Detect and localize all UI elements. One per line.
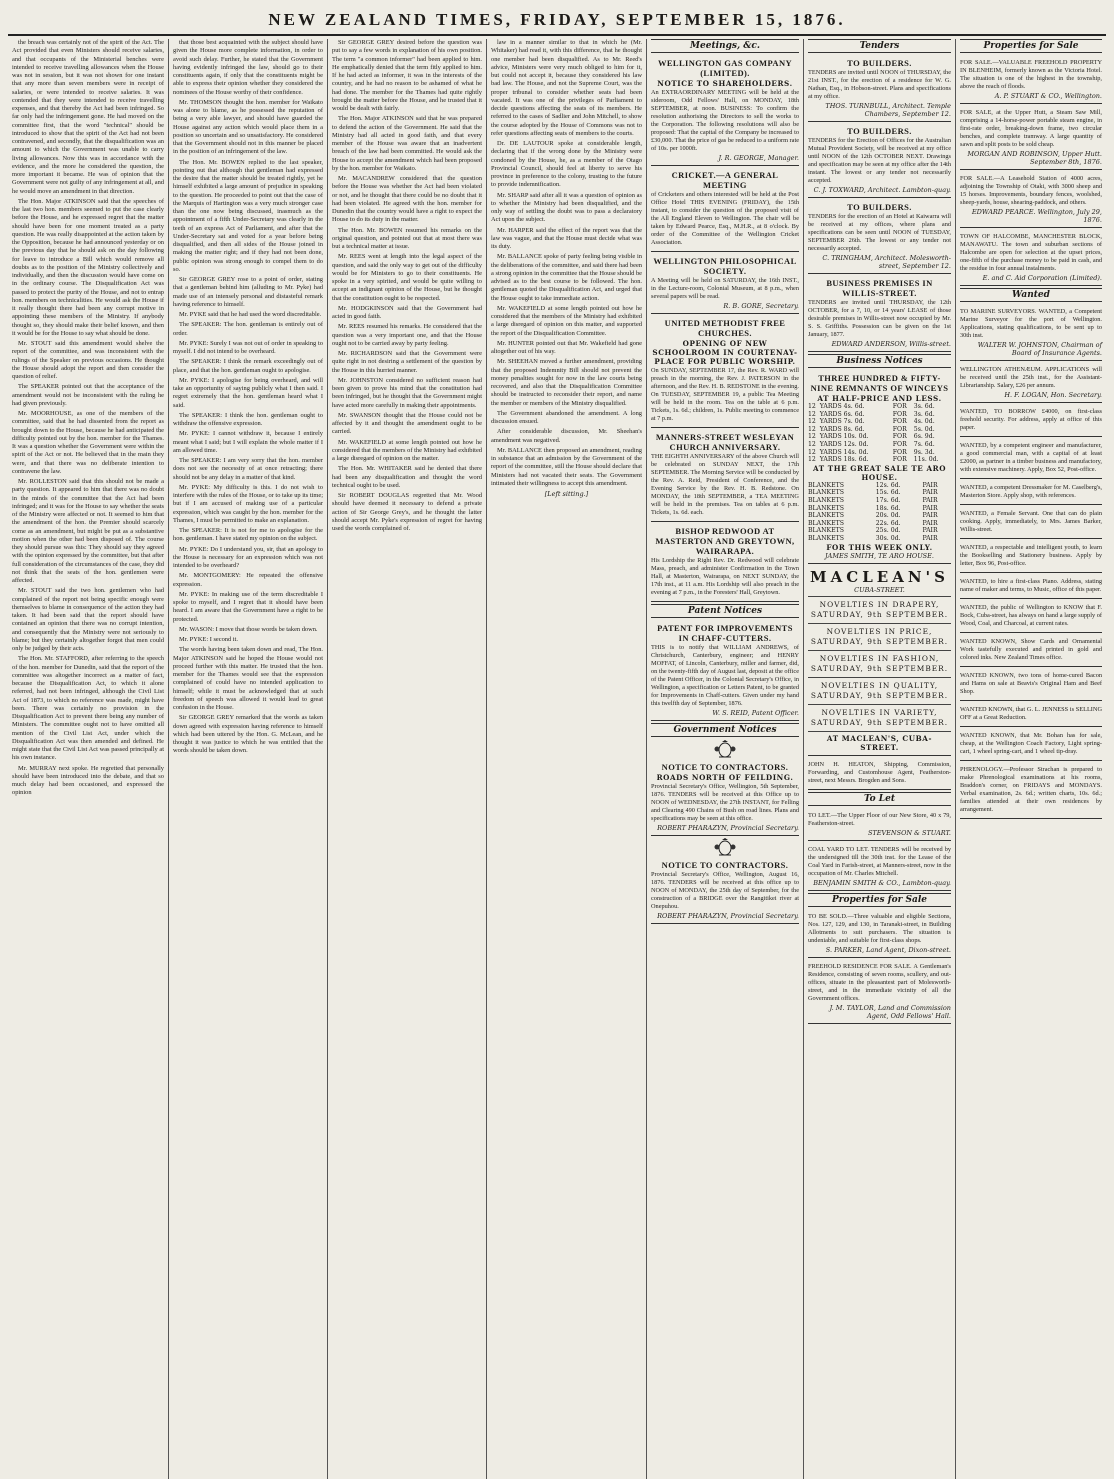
ad-text: TO LET.—The Upper Floor of our New Store, 40 x 79, Featherston-street. [808, 811, 951, 827]
ad-text: WANTED, TO BORROW £4000, on first-class freehold security. For address, apply at office of this paper. [960, 408, 1102, 431]
blanket-table [808, 482, 951, 543]
article-paragraph: The Hon. Mr. BOWEN replied to the last speaker, pointing out that although that gentleman had expressed the desire that the matter should be treated rightly, yet he himself exhibited a large amount of prejudice in speaking to the question. He proceeded to point out that the case of the Marquis of Hartington was a very much stronger case than the one now being discussed, inasmuch as the appointment of a fifth Under-Secretary was clearly in the teeth of an express Act of Parliament, and after that the Under-Secretary sat and voted for a year before being disqualified, and then all sides of the House joined in making the matter right; and if they had not been done, public opinion was strong enough to compel them to do so. [173, 158, 323, 273]
ad-text: FOR SALE.—VALUABLE FREEHOLD PROPERTY IN BLENHEIM, formerly known as the Victoria Hotel. The situation is one of the highest in the township, above the reach of floods. [960, 59, 1102, 90]
novelty-line: NOVELTIES IN DRAPERY, SATURDAY, 9th SEPTEMBER. [810, 599, 949, 619]
table-cell: YARDS 14s. 0d. [819, 448, 869, 456]
ad-text: THE EIGHTH ANNIVERSARY of the above Church will be celebrated on SUNDAY NEXT, the 17th SEPTEMBER. The Morning Service will be conducted by the Rev. A. Reid, President of Conference, and the Evening Service by the Rev. H. B. Redstone. On MONDAY, the 18th SEPTEMBER, a TEA MEETING will be held in the premises. Tea on tables at 6 p.m. Tickets, 1s. 6d. each. [651, 453, 799, 516]
ad-signature: J. M. TAYLOR, Land and Commission Agent, Odd Fellows' Hall. [829, 1003, 951, 1020]
ad-signature: H. F. LOGAN, Hon. Secretary. [1004, 391, 1102, 399]
table-cell: FOR [892, 418, 907, 426]
ad-signature: ROBERT PHARAZYN, Provincial Secretary. [657, 912, 799, 920]
table-cell: BLANKETS [808, 519, 845, 527]
article-paragraph: Mr. HUNTER pointed out that Mr. Wakefield had gone altogether out of his way. [491, 339, 642, 355]
table-cell: PAIR [922, 489, 938, 497]
divider [808, 596, 951, 597]
column-5-meetings [647, 39, 804, 1479]
table-row [808, 441, 951, 449]
maclean-name: MACLEAN'S [810, 567, 949, 586]
table-cell: 4s. 0d. [913, 418, 935, 426]
columns [8, 39, 1106, 1479]
article-paragraph: Mr. WASON: I move that those words be taken down. [179, 625, 318, 633]
advertisement [651, 56, 799, 166]
ad-title: NOTICE TO CONTRACTORS. [661, 762, 789, 772]
table-cell: YARDS 7s. 0d. [819, 418, 865, 426]
ad-signature: R. B. GORE, Secretary. [723, 302, 799, 310]
table-cell: 25s. 0d. [875, 527, 901, 535]
section-heading-properties: Properties for Sale [808, 893, 951, 907]
advertisement [808, 960, 951, 1024]
ad-text: A Meeting will be held on SATURDAY, the 16th INST., in the Lecture-room, Colonial Museum, at 8 p.m., when several papers will be read. [651, 277, 799, 300]
ad-text: COAL YARD TO LET. TENDERS will be received by the undersigned till the 30th inst. for the Lease of the Coal Yard in Farish-street, at Manners-street, now in the occupation of Mr. Charles Mitchell. [808, 845, 951, 877]
table-row [808, 482, 951, 490]
table-row [808, 489, 951, 497]
ad-text: TO MARINE SURVEYORS. WANTED, a Competent Marine Surveyor for the port of Wellington. Applications, stating qualifications, to be sent up to 30th inst. [960, 308, 1102, 339]
table-cell: PAIR [922, 534, 938, 542]
ad-signature: MORGAN AND ROBINSON, Upper Hutt. September 8th, 1876. [967, 150, 1102, 166]
ad-text: TO BE SOLD.—Three valuable and eligible Sections, Nos. 127, 129, and 130, in Taranaki-street, in Building Allotments to suit purchasers. The situation is undeniable, and suitable for first-class shops. [808, 912, 951, 944]
divider [808, 704, 951, 705]
table-cell: YARDS 12s. 0d. [819, 440, 869, 448]
article-paragraph: Mr. HODGKINSON said that the Government had acted in good faith. [332, 304, 482, 320]
table-row [808, 426, 951, 434]
section-heading-tenders: Tenders [808, 39, 951, 53]
advertisement [960, 703, 1102, 727]
ad-text: PHRENOLOGY.—Professor Strachan is prepared to make Phrenological examinations at his rooms, Braddon's corner, on FRIDAYS and MONDAYS. Verbal examination, 2s. 6d.; written charts, 10s. 6d.; families attended at their own residences by arrangement. [960, 766, 1102, 813]
table-cell: 5s. 0d. [913, 425, 935, 433]
section-heading-to-let: To Let [808, 792, 951, 806]
article-paragraph: Mr. PYKE: My difficulty is this. I do not wish to interfere with the rules of the House, or to take up its time; but if I am accused of making use of a particular expression, which was caught by the hon. member for the Thames, I must be permitted to make an explanation. [173, 483, 323, 524]
royal-crest-icon [714, 838, 736, 856]
table-cell: 17s. 6d. [875, 496, 901, 504]
advertisement [651, 430, 799, 522]
table-cell: PAIR [922, 496, 938, 504]
ad-text: On SUNDAY, SEPTEMBER 17, the Rev. R. WARD will preach in the morning, the Rev. J. PATERSON in the afternoon, and the Rev. H. B. REDSTONE in the evening. On TUESDAY, SEPTEMBER 19, a public Tea Meeting will be held in the room. Tea on the table at 6 p.m. Tickets, 1s. 6d.; children, 1s. Public meeting to commence at 7 p.m. [651, 367, 799, 422]
table-cell: 15s. 6d. [875, 489, 901, 497]
column-6-tenders [804, 39, 956, 1479]
table-row [808, 403, 951, 411]
table-cell: BLANKETS [808, 496, 845, 504]
ad-text: FOR SALE, at the Upper Hutt, a Steam Saw Mill, comprising a 14-horse-power portable steam engine, in first-rate order, breaking-down frame, two circular benches, and complete tramway. A large quantity of sawn and split posts to be sold cheap. [960, 109, 1102, 148]
ad-title: PATENT FOR IMPROVEMENTS IN CHAFF-CUTTERS. [657, 623, 793, 643]
ad-text: WANTED, a competent Dressmaker for M. Caselberg's, Masterton Store. Apply shop, with references. [960, 484, 1102, 499]
ad-subtitle: NOTICE TO SHAREHOLDERS. [657, 79, 793, 88]
ad-signature: WALTER W. JOHNSTON, Chairman of Board of Insurance Agents. [977, 341, 1102, 357]
article-paragraph: The SPEAKER pointed out that the acceptance of the amendment would not be inconsistent with the ruling he had given previously. [12, 383, 164, 407]
ad-text: TENDERS are invited until NOON of THURSDAY, the 21st INST., for the erection of a residence for W. G. Nathan, Esq., in Hobson-street. Plans and specifications at my office. [808, 69, 951, 100]
divider [808, 623, 951, 624]
table-row [808, 527, 951, 535]
advertisement [808, 843, 951, 891]
article-paragraph: The Hon. Mr. STAFFORD, after referring to the speech of the hon. member for Dunedin, said that the report of the committee was altogether incorrect as a matter of fact, because the Disqualification Act, to which it alone referred, had not been infringed, although the Civil List Act of 1873, to which no reference was made, might have been. There was certainly no provision in the Disqualification Act to prevent there being any number of Ministers. The committee ought not to have omitted all mention of the Civil List Act, under which the Disqualification Act was then amended and defined. He might state that the Civil List Act was passed principally at his own instance. [12, 655, 164, 762]
left-sitting-note: [Left sitting.] [544, 490, 589, 498]
ad-street: CUBA-STREET. [854, 585, 905, 594]
article-paragraph: The Hon. Major ATKINSON said that he was prepared to defend the action of the Government. He said that the Ministry had all acted in good faith, and that every member of the House was aware that an inadvertent breach of the law had been committed. He would ask the House to accept the amendment which had been proposed by the hon. member for Waikato. [332, 115, 482, 172]
novelty-line: NOVELTIES IN PRICE, SATURDAY, 9th SEPTEMBER. [810, 626, 949, 646]
ad-text: FOR SALE.—A Leasehold Station of 4000 acres, adjoining the Township of Otaki, with 3000 sheep and 15 horses. Improvements, boundary fences, woolshed, sheep-yards, house, shearing-paddock, and others. [960, 175, 1102, 206]
ad-title: CRICKET.—A GENERAL MEETING [671, 170, 779, 190]
table-cell: BLANKETS [808, 534, 845, 542]
article-paragraph: The SPEAKER: The hon. gentleman is entirely out of order. [173, 321, 323, 337]
advertisement [960, 439, 1102, 479]
novelty-line: NOVELTIES IN VARIETY, SATURDAY, 9th SEPTEMBER. [810, 707, 949, 727]
advertisement [960, 230, 1102, 286]
ad-text: WANTED KNOWN, that Mr. Bohan has for sale, cheap, at the Wellington Coach Factory, Light spring-cart, 1 wheel spring-cart, and 1 wheel tip-dray. [960, 732, 1102, 755]
table-row [808, 449, 951, 457]
article-paragraph: After considerable discussion, Mr. Sheehan's amendment was negatived. [491, 428, 642, 444]
article-paragraph: The SPEAKER: I am very sorry that the hon. member does not see the necessity of at once retracting; there should not be any delay in a matter of that kind. [173, 457, 323, 481]
article-paragraph: Mr. MOORHOUSE, as one of the members of the committee, said that he had dissented from the report as brought down to the House, because he had anticipated the difficulty pointed out by the hon. member for the Thames. It was a question whether the Government were within the spirit of the Act or not. He believed that in the main they were, and that there was no deliberate intention to contravene the law. [12, 410, 164, 475]
ad-signature: A. P. STUART & CO., Wellington. [994, 92, 1102, 100]
advertisement [808, 276, 951, 352]
article-paragraph: Dr. DE LAUTOUR spoke at considerable length, declaring that if the wrong done by the Ministry were condoned by the House, he, as a member of the Otago Provincial Council, should feel at liberty to serve his province in preference to the colony, trusting to the future to provide indemnification. [491, 140, 642, 189]
remnants-advertisement [808, 371, 951, 564]
table-cell: BLANKETS [808, 489, 845, 497]
ad-title: THREE HUNDRED & FIFTY-NINE REMNANTS OF WINCEYS [810, 373, 949, 393]
table-cell: BLANKETS [808, 504, 845, 512]
ad-text: TENDERS for the erection of an Hotel at Kaiwarra will be received at my offices, where plans and specifications can be seen until NOON of TUESDAY, SEPTEMBER 26th. The lowest or any tender not necessarily accepted. [808, 213, 951, 252]
advertisement [960, 481, 1102, 505]
table-cell: 11s. 0d. [913, 456, 939, 464]
section-heading-business: Business Notices [808, 354, 951, 368]
advertisement [960, 507, 1102, 539]
article-paragraph: Sir ROBERT DOUGLAS regretted that Mr. Wood should have deemed it necessary to defend a private action of Sir George Grey's, and he thought the latter should accept Mr. Pyke's expression of regret for having used the words complained of. [332, 492, 482, 532]
ad-text: WANTED KNOWN, that G. L. JENNESS is SELLING OFF at a Great Reduction. [960, 706, 1102, 721]
section-heading-properties: Properties for Sale [960, 39, 1102, 53]
table-cell: 9s. 3d. [913, 448, 935, 456]
ad-text: An EXTRAORDINARY MEETING will be held at the sideroom, Odd Fellows' Hall, on MONDAY, 18th SEPTEMBER, at noon. BUSINESS: To confirm the resolution authorising the Directors to sell the works to the Corporation. The following resolutions will also be proposed: That the capital of the Company be increased to £30,000. That the price of gas be reduced to a uniform rate of 10s. per 1000ft. [651, 89, 799, 152]
ad-title: TO BUILDERS. [847, 58, 912, 68]
article-paragraph: Mr. REES went at length into the legal aspect of the question, and said the only way to get out of the difficulty would be for Ministers to go to their constituents. He spoke in a very spirited, and would be quite willing to accept an indignant opinion of the House, but he thought that the constitution ought to be respected. [332, 253, 482, 302]
ad-signature: STEVENSON & STUART. [867, 828, 951, 837]
advertisement [808, 910, 951, 958]
article-paragraph: Mr. MURRAY next spoke. He regretted that personally should have been introduced into the debate, and that so much delay had been occasioned, and expressed the opinion [12, 764, 164, 797]
table-cell: FOR [892, 425, 907, 433]
article-paragraph: Mr. WAKEFIELD at some length pointed out how he considered that the members of the Ministry had exhibited a large disregard of opinion on the matter. [332, 438, 482, 462]
ad-text: TENDERS are invited until THURSDAY, the 12th OCTOBER, for a 7, 10, or 14 years' LEASE of those desirable premises in Willis-street now occupied by Mr. S. S. Griffiths. Possession can be given on the 1st January, 1877. [808, 299, 951, 338]
table-cell: 7s. 6d. [913, 440, 935, 448]
ad-text: Provincial Secretary's Office, Wellington, August 16, 1876. TENDERS will be received at this office up to NOON of MONDAY, the 25th day of September, for the construction of a BRIDGE over the Rangitikei river at Onepuhou. [651, 871, 799, 910]
table-cell: FOR [892, 448, 907, 456]
table-cell: 12 [808, 403, 816, 410]
ad-signature: EDWARD PEARCE. Wellington, July 29, 1876. [971, 208, 1102, 224]
royal-crest-icon [714, 740, 736, 758]
advertisement [960, 172, 1102, 228]
advertisement [960, 363, 1102, 403]
ad-subtitle: FOR THIS WEEK ONLY. [826, 542, 933, 552]
advertisement [960, 106, 1102, 170]
article-paragraph: Mr. STOUT said this amendment would shelve the report of the committee, and was inconsistent with the rulings of the Speaker on previous occasions. He thought the House should adopt the report and then consider the question of relief. [12, 340, 164, 380]
article-paragraph: Mr. REES resumed his remarks. He considered that the question was a very important one, and that the House ought not to be carried away by party feeling. [332, 323, 482, 347]
article-paragraph: Mr. MACANDREW considered that the question before the House was whether the Act had been violated or not, and he thought that there could be no doubt that it had been violated. He agreed with the hon. member for Dunedin that the country would have a right to expect the House to do its duty in the matter. [332, 175, 482, 224]
column-4 [487, 39, 647, 1479]
advertisement [960, 541, 1102, 573]
advertisement [960, 635, 1102, 667]
divider [808, 677, 951, 678]
table-cell: 30s. 0d. [875, 534, 901, 542]
advertisement [960, 305, 1102, 361]
table-row [808, 433, 951, 441]
ad-text: of Cricketers and others interested will be held at the Post Office Hotel THIS EVENING (FRIDAY), the 15th instant, to consider the question of the proposed visit of the All England Eleven to Wellington. The chair will be taken by Edward Pearce, Esq., M.H.R., at 8 o'clock. By order of the Committee of the Wellington Cricket Association. [651, 191, 799, 246]
ad-signature: S. PARKER, Land Agent, Dixon-street. [825, 945, 951, 954]
article-paragraph: The Government abandoned the amendment. A long discussion ensued. [491, 409, 642, 425]
table-row [808, 418, 951, 426]
article-paragraph: Sir GEORGE GREY desired before the question was put to say a few words in explanation of his own position. The term "a common informer" had been applied to him. He emphatically denied that the term fitly applied to him. If he had acted as informer, it was in the interests of the country, and he had no reason to be ashamed of what he had done. The member for the Thames had quite rightly brought the matter before the House, and he trusted that it would be dealt with fairly. [332, 39, 482, 112]
ad-text: WANTED, a Female Servant. One that can do plain cooking. Apply, immediately, to Mrs. James Barker, Willis-street. [960, 510, 1102, 533]
table-cell: FOR [892, 403, 907, 410]
article-paragraph: The Hon. Mr. BOWEN resumed his remarks on the original question, and pointed out that at most there was but a technical matter at issue. [332, 226, 482, 250]
table-cell: FOR [892, 456, 907, 464]
advertisement [808, 758, 951, 790]
table-cell: YARDS 4s. 6d. [819, 403, 865, 410]
table-cell: PAIR [922, 519, 938, 527]
article-paragraph: Mr. HARPER said the effect of the report was that the law was vague, and that the House must decide what was its duty. [491, 226, 642, 250]
table-cell: BLANKETS [808, 527, 845, 535]
article-paragraph: that those best acquainted with the subject should have given the House more complete information, in order to avoid such delay. Further, he stated that the Government having evidently infringed the law, should go to their constituents again, if only that the constituents might be able to express their opinion whether they considered the nominees of the House worthy of their confidence. [173, 39, 323, 96]
article-paragraph: Mr. SHEEHAN moved a further amendment, providing that the proposed Indemnity Bill should not prevent the money penalties sought for now in the law courts being recovered, and also that the Disqualification Committee should be instructed to reconsider their report, and name the member or members of the Ministry disqualified. [491, 358, 642, 407]
ad-text: FREEHOLD RESIDENCE FOR SALE. A Gentleman's Residence, consisting of seven rooms, scullery, and out-offices, situate in the pleasantest part of Molesworth-street, and in the immediate vicinity of all the Government offices. [808, 962, 951, 1002]
article-paragraph: The Hon. Mr. WHITAKER said he denied that there had been any disqualification and thought the word technical ought to be used. [332, 465, 482, 489]
advertisement [960, 763, 1102, 819]
table-cell: PAIR [922, 504, 938, 512]
article-paragraph: Mr. PYKE: In making use of the term discreditable I spoke to myself, and I regret that it should have been heard. I am aware that the Government have a right to be protected. [173, 590, 323, 623]
advertisement [960, 669, 1102, 701]
article-paragraph: Mr. PYKE: Surely I was not out of order in speaking to myself. I did not intend to be overheard. [173, 339, 323, 355]
ad-signature: C. TRINGHAM, Architect. Molesworth-street, September 12. [822, 254, 951, 270]
ad-signature: JAMES SMITH, TE ARO HOUSE. [825, 551, 934, 560]
table-cell: PAIR [922, 481, 938, 489]
table-cell: YARDS 10s. 0d. [819, 433, 869, 441]
masthead: NEW ZEALAND TIMES, FRIDAY, SEPTEMBER 15, 1876. [8, 10, 1106, 36]
article-paragraph: Mr. PYKE: I second it. [179, 636, 238, 643]
advertisement [960, 601, 1102, 633]
novelty-line: NOVELTIES IN QUALITY, SATURDAY, 9th SEPTEMBER. [810, 680, 949, 700]
novelty-line: NOVELTIES IN FASHION, SATURDAY, 9th SEPTEMBER. [810, 653, 949, 673]
advertisement [651, 316, 799, 428]
article-paragraph: Mr. STOUT said the two hon. gentlemen who had complained of the report not being specific enough were themselves to blame in consequence of the action they had taken. It had been said that the report should have contained an opinion that there was no corrupt intention, and consequently that the Ministry were not seriously to blame; but they certainly altogether forgot that men could only be judged by their acts. [12, 587, 164, 652]
table-cell: 18s. 6d. [875, 504, 901, 512]
ad-text: WANTED, the public of Wellington to KNOW that F. Bock, Cuba-street, has always on hand a large supply of Wood, Coal, and Charcoal, at current rates. [960, 604, 1102, 627]
ad-subtitle: OPENING OF NEW SCHOOLROOM IN COURTENAY-PLACE FOR PUBLIC WORSHIP. [652, 339, 798, 366]
advertisement [960, 729, 1102, 761]
ad-subtitle: AT MACLEAN'S, CUBA-STREET. [826, 733, 933, 752]
article-paragraph: law in a manner similar to that in which he (Mr. Whitaker) had read it, with this difference, that he thought one member had been disqualified. As to Mr. Reed's advice, Ministers were very much obliged to him for it, but could not accept it, because they considered his law bad law. The House, and not the Supreme Court, was the proper tribunal to consider whether seats had been vacated. It was one of the privileges of Parliament to decide questions affecting the seats of its members. He referred to the cases of Sadlier and John Mitchell, to show the course adopted by the House of Commons was not to refer questions affecting seats of members to the courts. [491, 39, 642, 137]
article-paragraph: The SPEAKER: I think the hon. gentleman ought to withdraw the offensive expression. [173, 411, 323, 427]
ad-signature: J. R. GEORGE, Manager. [718, 154, 799, 162]
ad-signature: W. S. REID, Patent Officer. [712, 709, 799, 717]
table-cell: 3s. 6d. [913, 403, 935, 410]
column-7-properties [956, 39, 1106, 1479]
ad-subtitle: ROADS NORTH OF FEILDING. [656, 773, 794, 782]
table-row [808, 411, 951, 419]
advertisement [808, 809, 951, 841]
table-cell: 20s. 0d. [875, 512, 901, 520]
table-cell: 12 [808, 418, 816, 426]
ad-title: WELLINGTON GAS COMPANY (LIMITED). [657, 58, 793, 78]
table-cell: PAIR [922, 512, 938, 520]
ad-text: WANTED KNOWN, two tons of home-cured Bacon and Hams on sale at Beavis's Original Ham and Beef Shop. [960, 672, 1102, 695]
article-paragraph: Mr. MONTGOMERY: He repeated the offensive expression. [173, 572, 323, 588]
section-heading-patent: Patent Notices [651, 604, 799, 618]
table-cell: 12s. 6d. [875, 481, 901, 489]
advertisement [651, 760, 799, 836]
table-row [808, 520, 951, 528]
table-row [808, 512, 951, 520]
advertisement [651, 621, 799, 721]
table-cell: 22s. 6d. [875, 519, 901, 527]
advertisement [651, 858, 799, 924]
article-paragraph: Mr. PYKE: I apologise for being overheard, and will take an opportunity of saying publicly what I then said. I regret extremely that the hon. gentleman heard what I said. [173, 376, 323, 409]
ad-text: WELLINGTON ATHENÆUM. APPLICATIONS will be received until the 25th inst., for the Assistant-Librarianship. Salary, £26 per annum. [960, 366, 1102, 389]
article-paragraph: Sir GEORGE GREY rose to a point of order, stating that a gentleman behind him (alluding to Mr. Pyke) had made use of an intensely personal and distasteful remark having reference to himself. [173, 276, 323, 308]
ad-title: TO BUILDERS. [847, 126, 912, 136]
table-cell: 3s. 6d. [913, 410, 935, 418]
table-cell: 12 [808, 433, 816, 441]
advertisement [960, 56, 1102, 104]
ad-signature: EDWARD ANDERSON, Willis-street. [831, 340, 951, 348]
section-heading-government: Government Notices [651, 723, 799, 737]
ad-subtitle: AT HALF-PRICE AND LESS. [817, 394, 942, 403]
ad-text: WANTED, by a competent engineer and manufacturer, a good commercial man, with a capital of at least £2000, as partner in a timber business and manufactory, with extensive machinery. Apply, Box 52, Post-office. [960, 442, 1102, 473]
section-heading-wanted: Wanted [960, 288, 1102, 302]
article-paragraph: Mr. SHARP said after all it was a question of opinion as to whether the Ministry had been disqualified, and the only way of settling the doubt was to pass a declaratory Act upon the subject. [491, 191, 642, 224]
table-cell: FOR [892, 440, 907, 448]
ad-title: BISHOP REDWOOD AT MASTERTON AND GREYTOWN, WAIRARAPA. [655, 526, 795, 556]
article-paragraph: Mr. SWANSON thought that the House could not be affected by it and thought the amendment ought to be carried. [332, 411, 482, 436]
article-paragraph: Mr. ROLLESTON said that this should not be made a party question. It appeared to him that there was no doubt in the minds of the committee that the Act had been infringed; and it was for the House to say whether the seats of the Ministry were affected or not. It seemed to him that the amendment of the hon. the Premier should scarcely come as an amendment, but might be put as a substantive motion when the other had been disposed of. The course they should pursue was this: They should say they agreed with the opinion expressed by the committee, but that after full consideration of the circumstances of the case, they did not think that the seats of the hon. gentlemen were affected. [12, 478, 164, 584]
ad-signature: E. and C. Aid Corporation (Limited). [982, 274, 1102, 282]
ad-text: WANTED KNOWN, Show Cards and Ornamental Work tastefully executed and printed in gold and colored inks. New Zealand Times office. [960, 638, 1102, 661]
article-paragraph: The words having been taken down and read, The Hon. Major ATKINSON said he hoped the House would not proceed further with this matter. He trusted that the hon. member for the Thames would see that the expression complained of could have no intended application to himself; while it must be acknowledged that at such freedom of speech was allowed it would lead to great confusion in the House. [173, 646, 323, 711]
section-heading-meetings: Meetings, &c. [651, 39, 799, 53]
article-paragraph: Mr. WAKEFIELD at some length pointed out how he considered that the members of the Ministry had exhibited a large disregard of opinion on this matter, and supported the report of the Disqualification Committee. [491, 304, 642, 337]
divider [808, 731, 951, 732]
table-cell: 12 [808, 448, 816, 456]
table-row [808, 505, 951, 513]
ad-text: WANTED, a respectable and intelligent youth, to learn the Bookselling and Stationery business. Apply by letter, Box 96, Post-office. [960, 544, 1102, 567]
table-cell: BLANKETS [808, 512, 845, 520]
ad-signature: THOS. TURNBULL, Architect. Temple Chambers, September 12. [825, 102, 951, 118]
ad-title: UNITED METHODIST FREE CHURCHES. [664, 318, 786, 338]
column-3 [328, 39, 487, 1479]
price-table [808, 403, 951, 464]
ad-text: THIS is to notify that WILLIAM ANDREWS, of Christchurch, Canterbury, engineer; and HENRY MOFFAT, of Lincoln, Canterbury, miller and farmer, did, on the twenty-fifth day of August last, deposit at the office of the Patent Officer, in the Colonial Secretary's Office, in Wellington, a specification or Letters Patent, to be granted for Improvements in Chaff-cutters. Given under my hand this twelfth day of September, 1876. [651, 644, 799, 707]
ad-title: WELLINGTON PHILOSOPHICAL SOCIETY. [653, 256, 797, 276]
table-cell: BLANKETS [808, 481, 845, 489]
advertisement [808, 124, 951, 198]
ad-title: MANNERS-STREET WESLEYAN CHURCH ANNIVERSARY. [655, 432, 795, 452]
ad-signature: BENJAMIN SMITH & CO., Lambton-quay. [813, 878, 951, 887]
article-paragraph: Mr. PYKE said that he had used the word discreditable. [179, 311, 322, 318]
article-paragraph: Mr. BALLANCE spoke of party feeling being visible in the deliberations of the committee, and said there had been a strong opinion in the committee that the House should be advised as to the best course to be followed. The hon. gentleman quoted the Disqualification Act, and urged that the House ought to take immediate action. [491, 253, 642, 302]
article-paragraph: Sir GEORGE GREY remarked that the words as taken down agreed with expression having reference to himself which had been uttered by the Hon. G. McLean, and he thought it was justice to which he was entitled that the words should be taken down. [173, 714, 323, 755]
article-paragraph: the breach was certainly not of the spirit of the Act. The Act provided that even Ministers should receive salaries, and that occupants of the Ministerial benches were intended to receive travelling allowances when the House was not in session, but it was not shown for one instant that any more than seven members were in receipt of salaries, or were intended to receive salaries. It was contended that they were intended to receive travelling expenses, and that thereby the Act had been infringed. So far only had the infringement gone. He had moved on the committee first, that the word "technical" should be introduced to show that the spirit of the Act had not been contravened, and secondly, that the disqualification was an amount to which the Government was unable to carry living allowances. Now this was in accordance with the evidence, and the more he considered the question, the more important it became. He was of opinion that the Government were not guilty of any infringement at all, and he would move an amendment in that direction. [12, 39, 164, 195]
table-cell: 6s. 9d. [913, 433, 935, 441]
ad-text: JOHN H. HEATON, Shipping, Commission, Forwarding, and Customhouse Agent, Featherston-street, next Messrs. Brogden and Sons. [808, 760, 951, 784]
table-cell: 12 [808, 425, 816, 433]
advertisement [960, 575, 1102, 599]
table-cell: YARDS 6s. 6d. [819, 410, 865, 418]
table-row [808, 535, 951, 543]
advertisement [808, 56, 951, 122]
ad-signature: C. J. TOXWARD, Architect. Lambton-quay. [813, 186, 951, 194]
ad-text: WANTED, to hire a first-class Piano. Address, stating name of maker and terms, to Music, office of this paper. [960, 578, 1102, 593]
advertisement [960, 405, 1102, 437]
article-paragraph: Mr. RICHARDSON said that the Government were quite right in not desiring a settlement of the question by the House in this hurried manner. [332, 350, 482, 374]
article-paragraph: Mr. PYKE: I cannot withdraw it, because I entirely meant what I said; but I will explain the whole matter if I am allowed time. [173, 430, 323, 454]
article-paragraph: Mr. JOHNSTON considered no sufficient reason had been given to prove his mind that the constitution had been infringed, but he thought that the Government might have acted more carefully in making their appointments. [332, 376, 482, 409]
table-cell: FOR [892, 433, 907, 441]
article-paragraph: The Hon. Major ATKINSON said that the speeches of the last two hon. members seemed to put the case clearly before the House, and he expressed regret that the matter should have been for one moment treated as a party question. He was really disappointed at the action taken by the Opposition, because he had announced yesterday or on the previous day that he should ask on the day following for leave to introduce a Bill which would remove all doubts as to the position of the Ministry collectively and individually, and then the discussion would have come on in the ordinary course. The Disqualification Act was passed to protect the purity of the House, and not to entrap hon. members on technicalities. He would ask the House if it really thought there had been any corrupt motive in appointing these members of the Ministry. If anybody thought so, they should make their belief known, and then it would be for the House to say what should be done. [12, 197, 164, 337]
advertisement [651, 524, 799, 602]
ad-text: His Lordship the Right Rev. Dr. Redwood will celebrate Mass, preach, and administer Confirmation in the Town Hall, at Masterton, Wairarapa, on NEXT SUNDAY, the 17th inst., at 11 a.m. His Lordship will also preach in the evening at 7 p.m., in the Foresters' Hall, Greytown. [651, 557, 799, 596]
divider [808, 650, 951, 651]
ad-title: TO BUILDERS. [847, 202, 912, 212]
advertisement [651, 168, 799, 252]
ad-subtitle: AT THE GREAT SALE TE ARO HOUSE. [812, 463, 947, 482]
article-paragraph: Mr. BALLANCE then proposed an amendment, reading in substance that an admission by the Government of the report of the committee, still the House should declare that Ministers had not vacated their seats. The Government intimated their willingness to accept this amendment. [491, 446, 642, 487]
ad-title: BUSINESS PREMISES IN WILLIS-STREET. [826, 278, 933, 298]
table-cell: PAIR [922, 527, 938, 535]
ad-title: NOTICE TO CONTRACTORS. [661, 860, 789, 870]
article-paragraph: Mr. PYKE: Do I understand you, sir, that an apology to the House is necessary for an expression which was not intended to be overheard? [173, 545, 323, 569]
table-cell: FOR [892, 410, 907, 418]
table-cell: 12 [808, 456, 816, 464]
table-row [808, 497, 951, 505]
ad-text: TOWN OF HALCOMBE, MANCHESTER BLOCK, MANAWATU. The town and suburban sections of Halcombe are open for selection at the upset prices, one-fifth of the purchase money to be paid in cash, and the residue in four annual instalments. [960, 233, 1102, 272]
column-2 [169, 39, 328, 1479]
advertisement [808, 200, 951, 274]
ad-signature: ROBERT PHARAZYN, Provincial Secretary. [657, 824, 799, 832]
table-row [808, 456, 951, 464]
article-paragraph: The SPEAKER: It is not for me to apologise for the hon. gentleman. I have stated my opinion on the subject. [173, 527, 323, 543]
article-paragraph: Mr. THOMSON thought the hon. member for Waikato was alone to blame, as he possessed the reputation of being a very able lawyer, and should have guarded the House against any action which would place them in a position so uncertain and so unsatisfactory. He considered that the Government should not in this manner be placed in the position of an infringement of the law. [173, 98, 323, 156]
table-cell: 12 [808, 410, 816, 418]
advertisement [651, 254, 799, 314]
table-cell: 12 [808, 440, 816, 448]
article-paragraph: The SPEAKER: I think the remark exceedingly out of place, and that the hon. gentleman ought to apologise. [173, 358, 323, 374]
table-cell: YARDS 18s. 6d. [819, 456, 869, 464]
column-1 [8, 39, 169, 1479]
table-cell: YARDS 8s. 6d. [819, 425, 865, 433]
ad-text: TENDERS for the Erection of Offices for the Australian Mutual Provident Society, will be received at my office until NOON of the 12th OCTOBER NEXT. Drawings and specification may be seen at my office after the 14th instant. The lowest or any tender not necessarily accepted. [808, 137, 951, 184]
ad-text: Provincial Secretary's Office, Wellington, 5th September, 1876. TENDERS will be received at this Office up to NOON of WEDNESDAY, the 27th INSTANT, for Felling and Clearing 490 Chains of Bush on road lines. Plans and specifications may be seen at this office. [651, 783, 799, 822]
maclean-advertisement [808, 566, 951, 756]
